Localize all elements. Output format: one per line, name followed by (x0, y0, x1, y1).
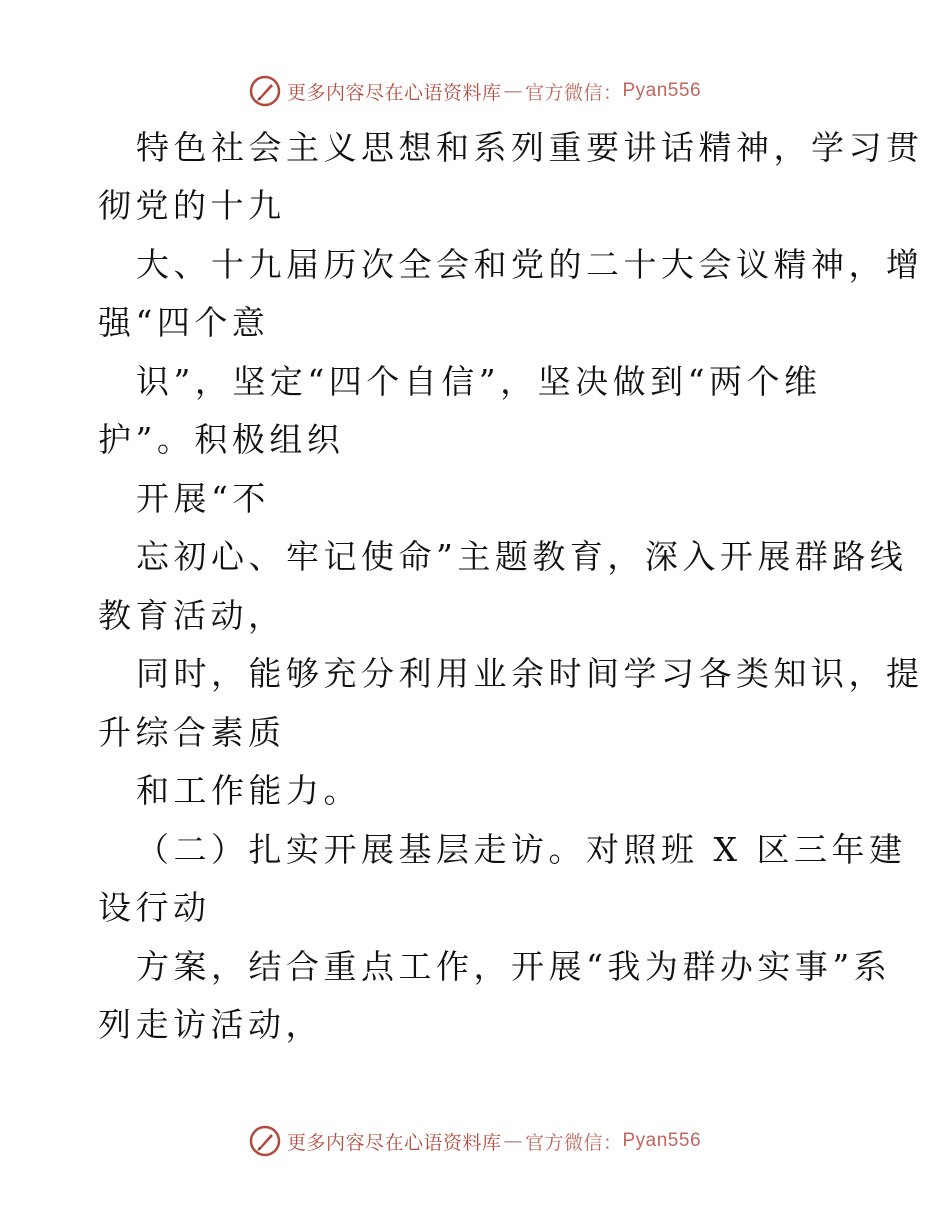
quill-logo-icon (249, 1125, 281, 1157)
watermark-main: 更多内容尽在心语资料库 (286, 81, 502, 104)
watermark-dash: — (503, 80, 523, 102)
body-line: 护”。积极组织 (98, 420, 345, 459)
watermark-handle: Pyan556 (622, 1130, 702, 1151)
body-line: 识”，坚定“四个自信”，坚决做到“两个维 (136, 362, 822, 401)
body-line: 开展“不 (136, 479, 270, 518)
body-line: 和工作能力。 (136, 771, 361, 810)
body-line: 列走访活动， (98, 1005, 323, 1044)
body-line: 大、十九届历次全会和党的二十大会议精神，增 (136, 245, 924, 284)
body-line: 彻党的十九 (98, 186, 286, 225)
body-line: 设行动 (98, 888, 211, 927)
footer-watermark (0, 1121, 950, 1161)
quill-logo-icon (249, 75, 281, 107)
body-line: 方案，结合重点工作，开展“我为群办实事”系 (136, 947, 892, 986)
body-line: 升综合素质 (98, 713, 286, 752)
body-line: 强“四个意 (98, 303, 270, 342)
body-line: （二）扎实开展基层走访。对照班 X 区三年建 (136, 830, 907, 869)
watermark-main: 更多内容尽在心语资料库 (286, 1131, 502, 1154)
watermark-sub: 官方微信： (524, 1131, 623, 1154)
header-watermark (0, 71, 950, 111)
watermark-handle: Pyan556 (622, 80, 702, 101)
watermark-sub: 官方微信： (524, 81, 623, 104)
body-line: 同时，能够充分利用业余时间学习各类知识，提 (136, 654, 924, 693)
body-line: 特色社会主义思想和系列重要讲话精神，学习贯 (136, 128, 924, 167)
watermark-dash: — (503, 1130, 523, 1152)
body-line: 忘初心、牢记使命”主题教育，深入开展群路线 (136, 537, 908, 576)
body-line: 教育活动， (98, 596, 286, 635)
